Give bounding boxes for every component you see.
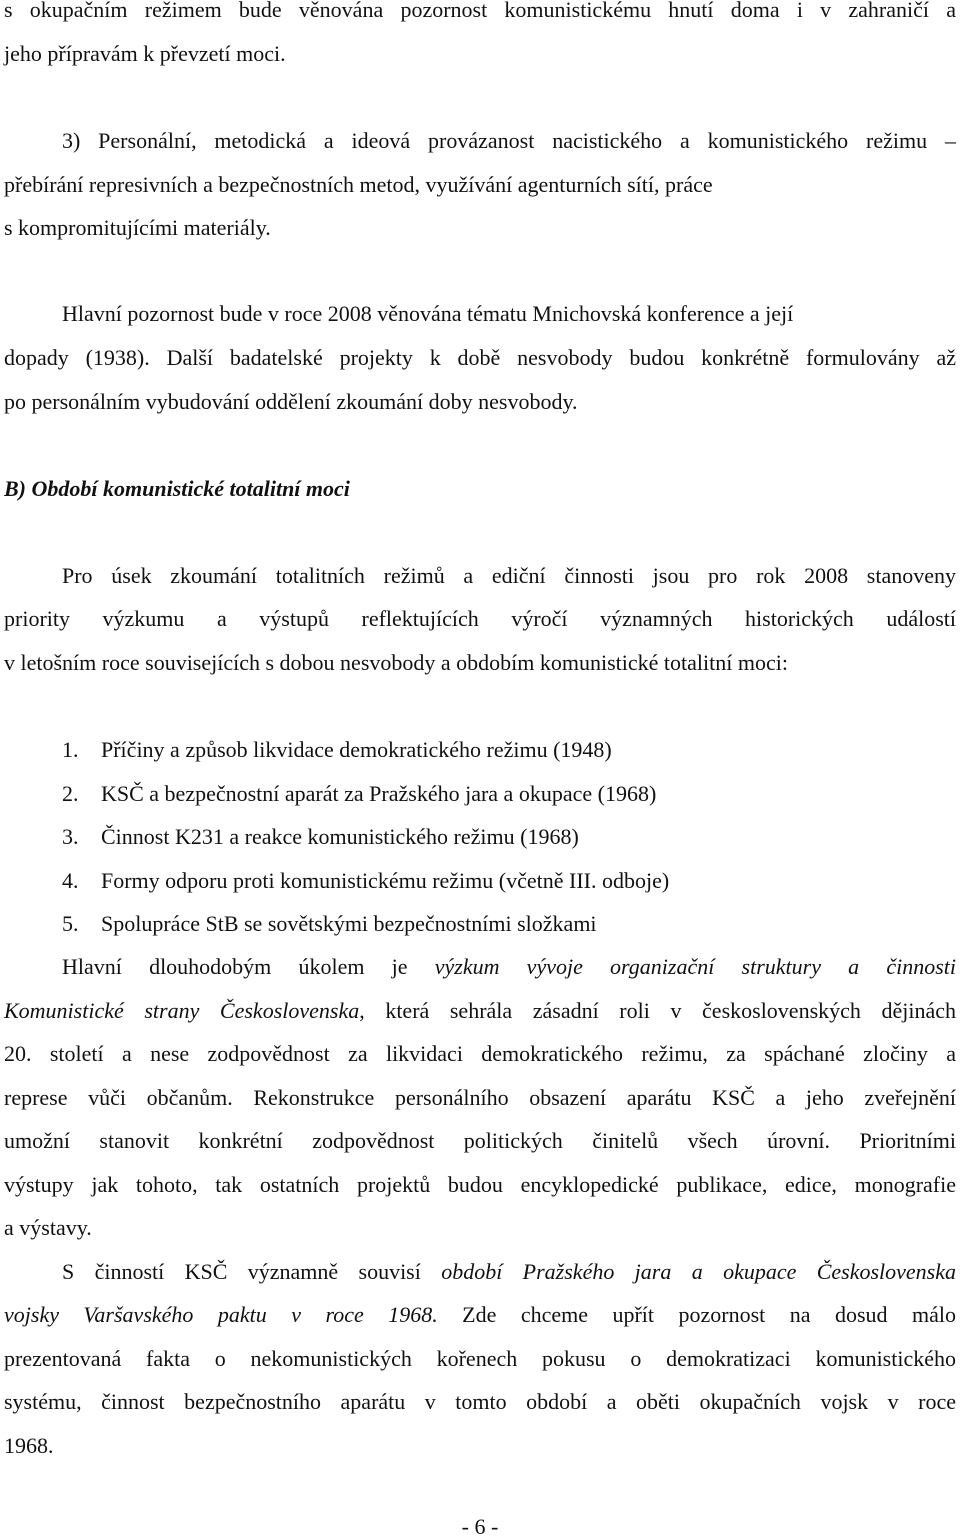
prague-spring-intro: S činností KSČ významně souvisí xyxy=(62,1259,421,1284)
list-item xyxy=(62,781,956,807)
prague-spring-line-2 xyxy=(4,1302,956,1328)
prague-spring-line-4: systému, činnost bezpečnostního aparátu v tomto období a oběti okupačních vojsk v roce xyxy=(4,1389,956,1414)
section-b-intro-line-1: Pro úsek zkoumání totalitních režimů a ediční činnosti jsou pro rok 2008 stanoveny xyxy=(62,563,956,588)
point3-line-2: přebírání represivních a bezpečnostních metod, využívání agenturních sítí, práce xyxy=(4,172,713,197)
section-b-heading: B) Období komunistické totalitní moci xyxy=(4,476,350,501)
prague-spring-line-1 xyxy=(62,1259,956,1285)
main-task-continuation: , která sehrála zásadní roli v československých dějinách xyxy=(359,998,956,1023)
list-item-text: Formy odporu proti komunistickému režimu (včetně III. odboje) xyxy=(101,868,670,893)
main-task-line-7: a výstavy. xyxy=(4,1215,92,1240)
focus-line-1: Hlavní pozornost bude v roce 2008 věnována tématu Mnichovská konference a její xyxy=(62,301,794,326)
main-task-emphasis: výzkum vývoje organizační struktury a činnosti xyxy=(434,954,957,979)
list-item xyxy=(62,911,956,937)
warsaw-pact-emphasis: vojsky Varšavského paktu v roce 1968. xyxy=(4,1302,438,1327)
main-task-intro: Hlavní dlouhodobým úkolem je xyxy=(62,954,408,979)
list-item xyxy=(62,868,956,894)
list-item-text: Spolupráce StB se sovětskými bezpečnostními složkami xyxy=(101,911,597,936)
list-item xyxy=(62,824,956,850)
main-task-line-1 xyxy=(62,954,956,980)
section-b-intro-line-2: priority výzkumu a výstupů reflektujících výročí významných historických událostí xyxy=(4,606,956,631)
main-task-line-3: 20. století a nese zodpovědnost za likvidaci demokratického režimu, za spáchané zločiny a xyxy=(4,1041,956,1066)
main-task-line-6: výstupy jak tohoto, tak ostatních projektů budou encyklopedické publikace, edice, monografie xyxy=(4,1172,956,1197)
list-item-text: Příčiny a způsob likvidace demokratického režimu (1948) xyxy=(101,737,612,762)
list-item-number: 2. xyxy=(62,781,79,806)
focus-line-2: dopady (1938). Další badatelské projekty k době nesvobody budou konkrétně formulovány až xyxy=(4,345,956,370)
list-item-text: KSČ a bezpečnostní aparát za Pražského jara a okupace (1968) xyxy=(101,781,657,806)
intro-line-1: s okupačním režimem bude věnována pozornost komunistickému hnutí doma i v zahraničí a xyxy=(4,0,956,22)
list-item-number: 4. xyxy=(62,868,79,893)
section-b-intro-line-3: v letošním roce souvisejících s dobou nesvobody a obdobím komunistické totalitní moci: xyxy=(4,650,788,675)
list-item-number: 3. xyxy=(62,824,79,849)
list-item xyxy=(62,737,956,763)
main-task-line-2 xyxy=(4,998,956,1024)
page-number: - 6 - xyxy=(461,1514,499,1539)
focus-line-3: po personálním vybudování oddělení zkoumání doby nesvobody. xyxy=(4,389,578,414)
main-task-line-5: umožní stanovit konkrétní zodpovědnost politických činitelů všech úrovní. Prioritními xyxy=(4,1128,956,1153)
list-item-text: Činnost K231 a reakce komunistického režimu (1968) xyxy=(101,824,579,849)
main-task-line-4: represe vůči občanům. Rekonstrukce personálního obsazení aparátu KSČ a jeho zveřejnění xyxy=(4,1085,956,1110)
prague-spring-continuation: Zde chceme upřít pozornost na dosud málo xyxy=(437,1302,956,1327)
point3-line-1: 3) Personální, metodická a ideová provázanost nacistického a komunistického režimu – xyxy=(62,128,956,153)
prague-spring-emphasis: období Pražského jara a okupace Československa xyxy=(441,1259,957,1284)
intro-line-2: jeho přípravám k převzetí moci. xyxy=(4,41,286,66)
list-item-number: 1. xyxy=(62,737,79,762)
point3-line-3: s kompromitujícími materiály. xyxy=(4,215,271,240)
party-name-emphasis: Komunistické strany Československa xyxy=(4,998,360,1023)
prague-spring-line-5: 1968. xyxy=(4,1433,54,1458)
list-item-number: 5. xyxy=(62,911,79,936)
prague-spring-line-3: prezentovaná fakta o nekomunistických kořenech pokusu o demokratizaci komunistického xyxy=(4,1346,956,1371)
